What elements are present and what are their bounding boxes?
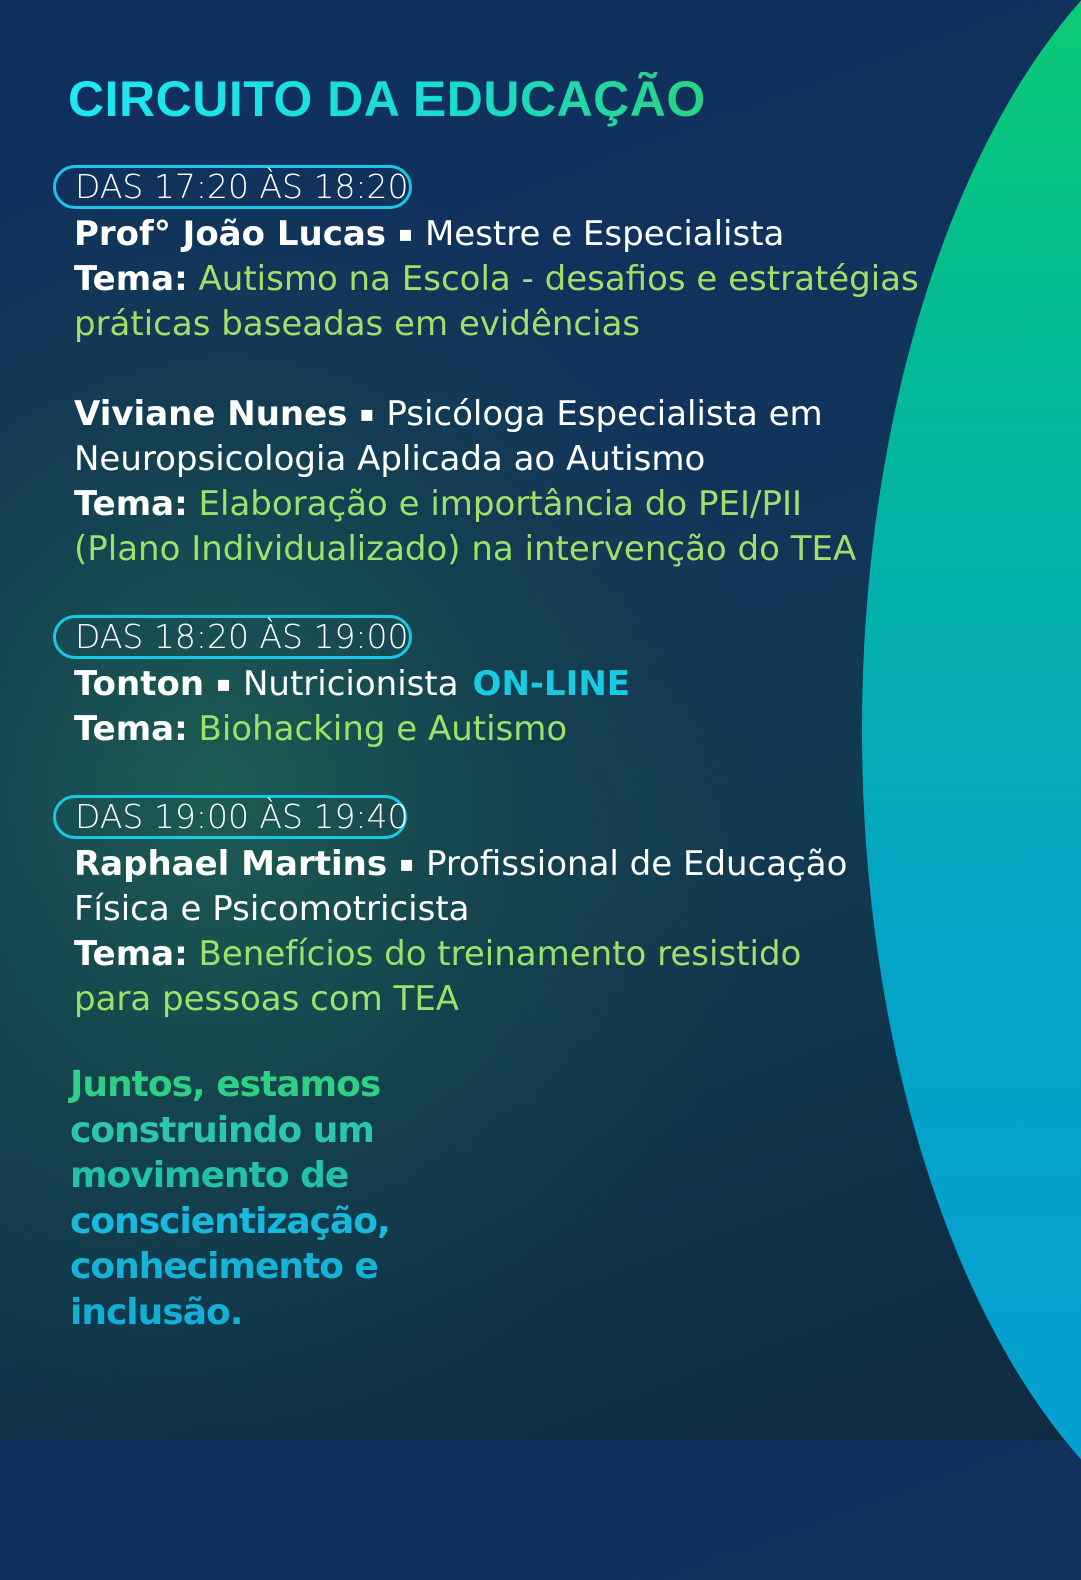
speaker-line	[74, 212, 784, 261]
separator: ▪	[359, 402, 375, 427]
separator: ▪	[399, 852, 414, 877]
tema-label: Tema:	[74, 484, 188, 524]
page-title: CIRCUITO DA EDUCAÇÃO	[68, 71, 706, 127]
separator: ▪	[398, 222, 413, 247]
speaker-line	[74, 842, 847, 891]
time-badge-2: DAS 18:20 ÀS 19:00	[53, 615, 412, 659]
tema-text: Elaboração e importância do PEI/PII	[198, 484, 802, 524]
tema-text: Autismo na Escola - desafios e estratégias	[198, 259, 919, 299]
slogan-line: construindo um	[70, 1109, 374, 1151]
slogan-line: movimento de	[70, 1155, 349, 1196]
speaker-role-continued: Neuropsicologia Aplicada ao Autismo	[74, 439, 706, 479]
tema-line	[74, 932, 801, 977]
speaker-line	[74, 662, 630, 711]
time-badge-3: DAS 19:00 ÀS 19:40	[53, 795, 407, 839]
speaker-line	[74, 392, 823, 441]
tema-line	[74, 482, 802, 527]
slogan-line: Juntos, estamos	[70, 1064, 381, 1105]
speaker-name: Prof° João Lucas	[74, 214, 387, 254]
time-badge-1: DAS 17:20 ÀS 18:20	[53, 165, 412, 209]
tema-line	[74, 707, 567, 752]
closing-slogan	[70, 1062, 390, 1335]
speaker-role: Nutricionista	[242, 664, 459, 704]
slogan-line: conscientização,	[70, 1200, 390, 1242]
tema-line	[74, 257, 919, 302]
tema-label: Tema:	[74, 259, 188, 299]
decorative-arc	[862, 0, 1081, 1580]
tema-text: Biohacking e Autismo	[198, 709, 568, 749]
speaker-name: Raphael Martins	[74, 844, 388, 884]
speaker-name: Viviane Nunes	[74, 394, 348, 434]
speaker-name: Tonton	[74, 664, 205, 704]
speaker-role: Mestre e Especialista	[424, 214, 785, 254]
tema-text: Benefícios do treinamento resistido	[198, 934, 802, 974]
slogan-line: conhecimento e	[70, 1246, 378, 1287]
tema-text-continued: (Plano Individualizado) na intervenção do TEA	[74, 529, 857, 569]
tema-text-continued: para pessoas com TEA	[74, 979, 460, 1019]
speaker-role: Psicóloga Especialista em	[386, 394, 823, 434]
online-badge: ON-LINE	[472, 664, 631, 704]
separator: ▪	[216, 672, 231, 697]
tema-label: Tema:	[74, 934, 188, 974]
tema-text-continued: práticas baseadas em evidências	[74, 304, 641, 344]
slogan-line: inclusão.	[70, 1291, 243, 1333]
speaker-role: Profissional de Educação	[425, 844, 848, 884]
tema-label: Tema:	[74, 709, 188, 749]
speaker-role-continued: Física e Psicomotricista	[74, 889, 470, 929]
